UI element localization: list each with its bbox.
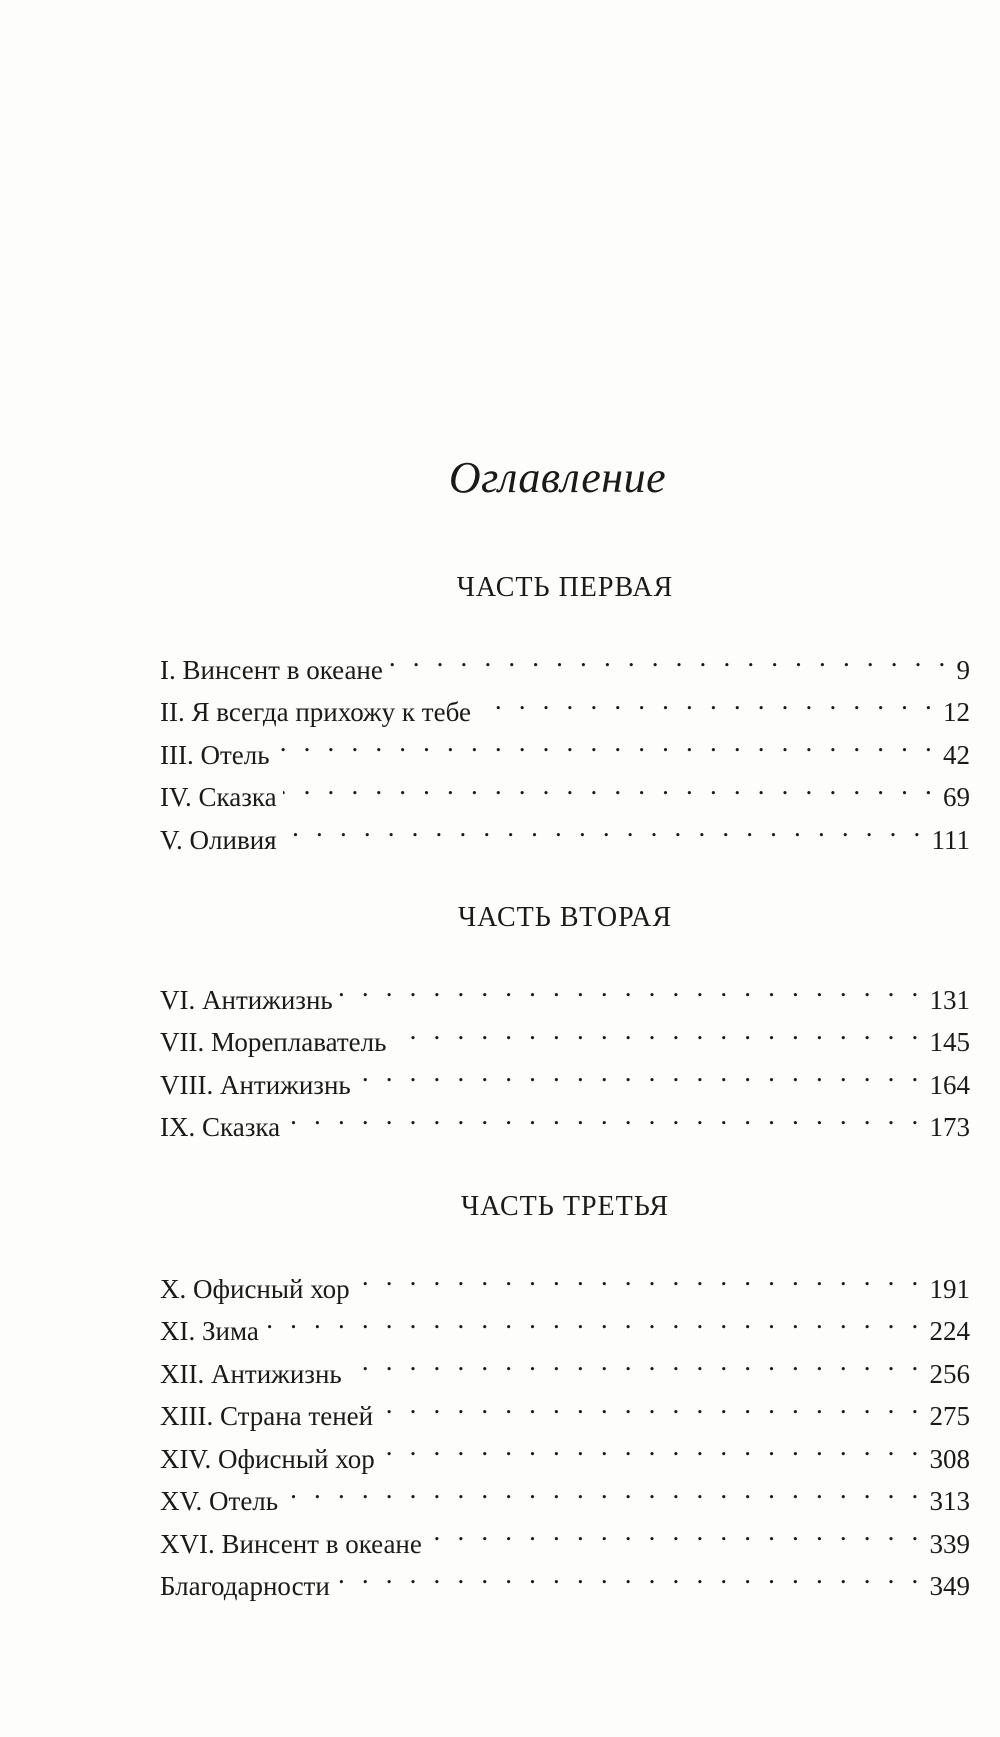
entry-page-number: 131: [929, 984, 970, 1015]
dot-leader: [379, 1383, 923, 1426]
entry-page-number: 164: [929, 1069, 970, 1100]
entry-label: III. Отель: [160, 739, 270, 770]
part-title: ЧАСТЬ ВТОРАЯ: [457, 902, 673, 933]
entry-label: V. Оливия: [160, 824, 277, 855]
dot-leader: [283, 806, 926, 849]
entry-page-number: 111: [931, 824, 970, 855]
entry-list: [160, 1255, 970, 1601]
toc-entry[interactable]: [160, 1255, 970, 1304]
entry-label: XV. Отель: [160, 1486, 279, 1516]
part-3: [160, 1187, 970, 1601]
entry-page-number: 224: [929, 1316, 970, 1346]
dot-leader: [265, 1298, 924, 1341]
entry-label: Благодарности: [160, 1571, 330, 1601]
toc-entry[interactable]: [160, 966, 970, 1015]
toc-entry[interactable]: [160, 636, 970, 685]
entry-list: [160, 966, 970, 1142]
part-1: [160, 568, 970, 855]
dot-leader: [348, 1340, 924, 1383]
entry-label: VI. Антижизнь: [160, 984, 333, 1015]
dot-leader: [356, 1255, 924, 1298]
entry-page-number: 42: [943, 739, 970, 770]
entry-page-number: 191: [929, 1273, 970, 1304]
entry-label: XIV. Офисный хор: [160, 1443, 375, 1474]
dot-leader: [357, 1051, 924, 1094]
entry-label: II. Я всегда прихожу к тебе: [160, 697, 471, 727]
entry-list: [160, 636, 970, 855]
dot-leader: [336, 1553, 924, 1596]
entry-label: XVI. Винсент в океане: [160, 1528, 422, 1559]
entry-page-number: 339: [929, 1528, 970, 1559]
dot-leader: [283, 764, 937, 807]
entry-label: XII. Антижизнь: [160, 1358, 342, 1389]
entry-label: IX. Сказка: [160, 1112, 281, 1142]
toc-entry[interactable]: [160, 1298, 970, 1346]
entry-label: IV. Сказка: [160, 782, 277, 812]
entry-label: VII. Мореплаватель: [160, 1027, 387, 1057]
entry-label: VIII. Антижизнь: [160, 1069, 351, 1100]
entry-page-number: 9: [956, 654, 970, 685]
toc-entry[interactable]: [160, 721, 970, 770]
toc-title: Оглавление: [448, 453, 667, 502]
entry-page-number: 145: [929, 1027, 970, 1057]
entry-page-number: 275: [929, 1401, 970, 1431]
dot-leader: [284, 1468, 923, 1511]
entry-label: XIII. Страна теней: [160, 1401, 374, 1431]
dot-leader: [286, 1094, 923, 1137]
dot-leader: [477, 679, 937, 722]
part-2: [160, 898, 970, 1142]
dot-leader: [276, 721, 937, 764]
entry-page-number: 313: [929, 1486, 970, 1516]
entry-page-number: 12: [943, 697, 970, 727]
dot-leader: [392, 1009, 923, 1052]
entry-page-number: 69: [943, 782, 970, 812]
part-title: ЧАСТЬ ПЕРВАЯ: [456, 572, 674, 603]
entry-label: I. Винсент в океане: [160, 654, 383, 685]
entry-page-number: 349: [929, 1571, 970, 1601]
dot-leader: [389, 636, 951, 679]
toc-entry[interactable]: [160, 1340, 970, 1389]
entry-page-number: 173: [929, 1112, 970, 1142]
entry-label: X. Офисный хор: [160, 1273, 350, 1304]
entry-page-number: 256: [929, 1358, 970, 1389]
dot-leader: [381, 1425, 924, 1468]
toc-entry[interactable]: [160, 764, 970, 812]
dot-leader: [339, 966, 924, 1009]
toc-entry[interactable]: [160, 1510, 970, 1559]
toc-entry[interactable]: [160, 806, 970, 855]
entry-page-number: 308: [929, 1443, 970, 1474]
part-title: ЧАСТЬ ТРЕТЬЯ: [460, 1191, 670, 1222]
dot-leader: [428, 1510, 924, 1553]
entry-label: XI. Зима: [160, 1316, 259, 1346]
